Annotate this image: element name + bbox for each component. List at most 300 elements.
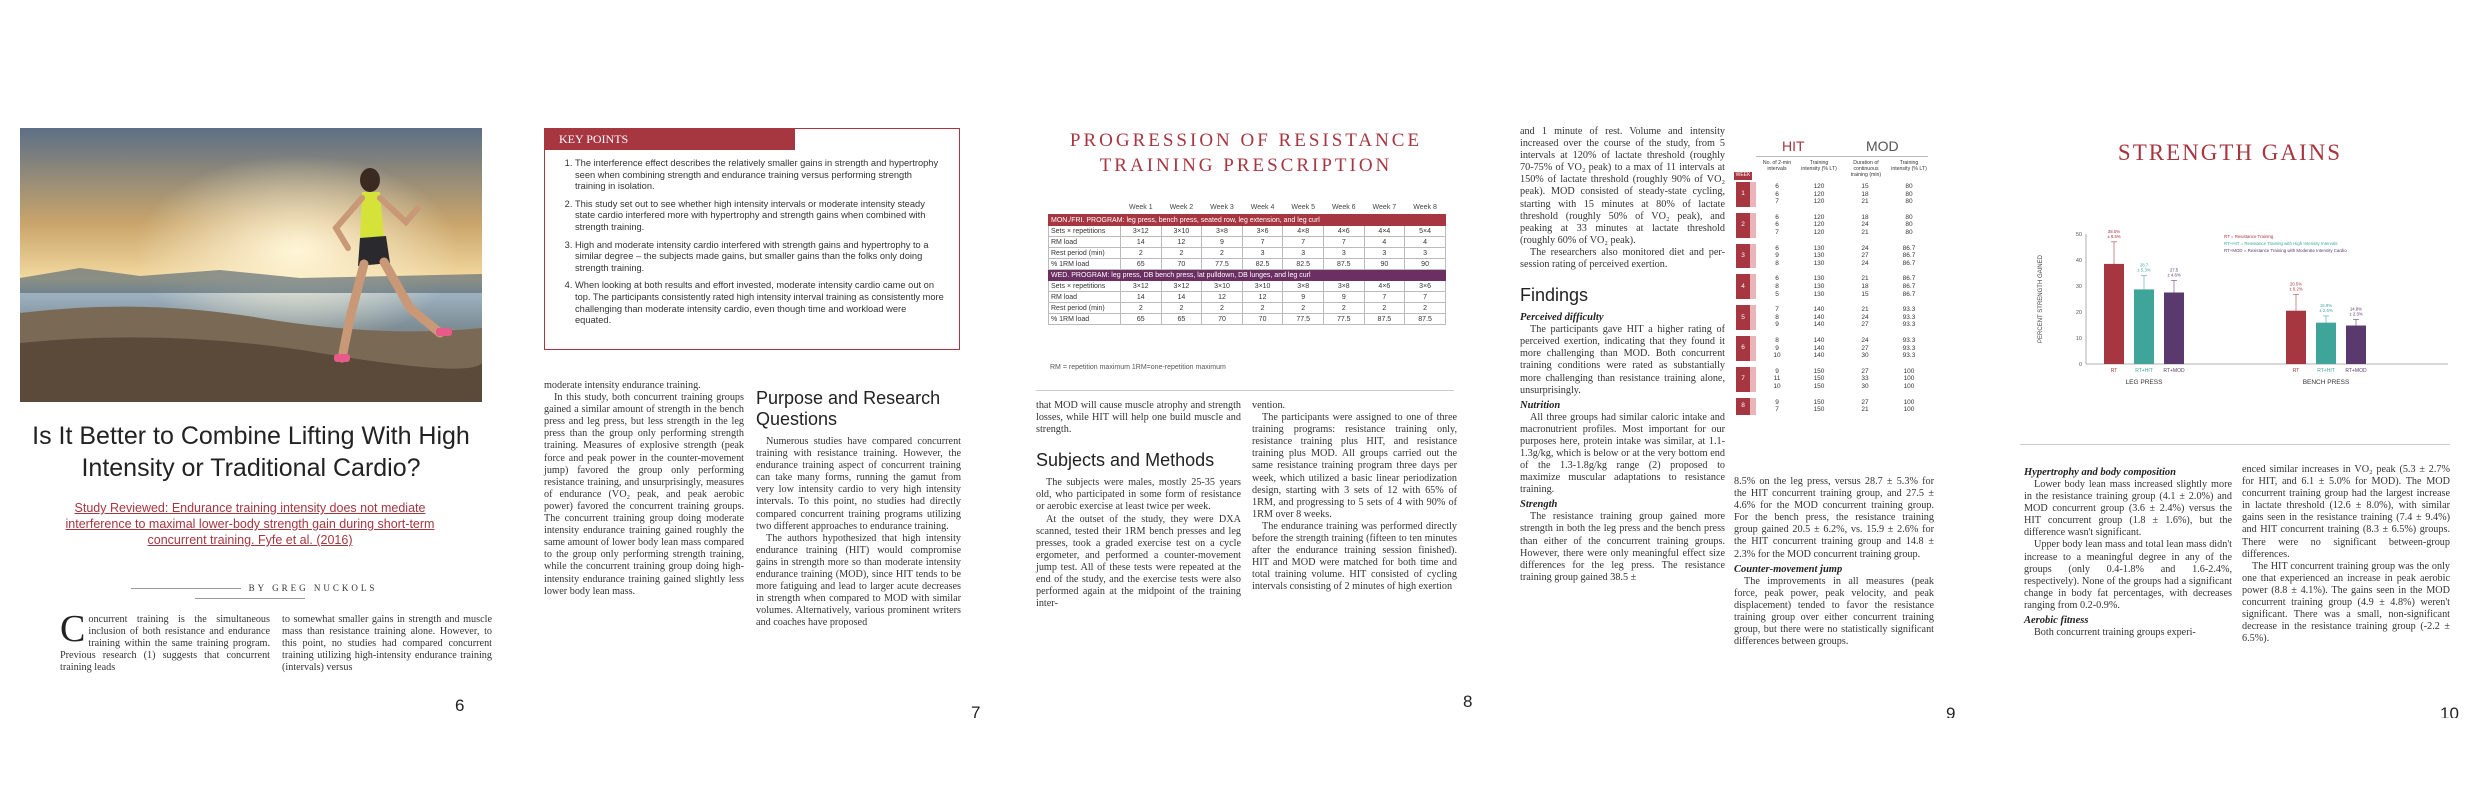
row-label: Sets × repetitions [1049,226,1121,237]
key-points-heading: KEY POINTS [545,129,795,150]
table-cell: 3 [1405,248,1446,259]
table-cell: 3×12 [1121,226,1162,237]
table-cell: 120 [1813,183,1825,190]
table-cell: 3×6 [1242,226,1283,237]
table-cell: 24 [1861,259,1869,267]
table-cell: 100 [1903,406,1915,414]
table-cell: 2 [1364,303,1405,314]
legend-entry: RT = Resistance Training [2224,234,2274,239]
aerobic-paragraph-2: The HIT concurrent training group was the only one that experienced an increase in peak aerobic power (8.8 ± 4.1%). The gains seen in the MOD concurrent training group (4.9 ± 4.8%) weren't significant. There was a small, non-significant decrease in the resistance training group (-2.2 ± 6.5%). [2242,560,2450,645]
table-cell: 65 [1121,259,1162,270]
table-cell: 93.3 [1902,352,1916,360]
table-cell: 120 [1813,190,1825,198]
table-footnote: RM = repetition maximum 1RM=one-repetition maximum [1050,364,1226,371]
table-cell: 10 [1773,383,1781,390]
chart-title: STRENGTH GAINS [2117,140,2343,165]
strength-gains-chart [2028,214,2458,414]
table-cell: 70 [1161,259,1202,270]
week-number: 1 [1741,190,1745,198]
intro-column-1: Concurrent training is the simultaneous inclusion of both resistance and endurance training within the same training program. Previous research (1) suggests that concurrent training leads [60,608,270,674]
table-cell: 9 [1775,344,1779,352]
week-shade [1750,398,1756,415]
study-reviewed-link[interactable]: Study Reviewed: Endurance training intensity does not mediate interference to maximal lower-body strength gain during short-term concurrent training. Fyfe et al. (2016) [65,501,435,547]
table-cell: 7 [1775,306,1779,314]
hypertrophy-paragraph-2: Upper body lean mass and total lean mass didn't increase to a meaningful degree in any of the groups (only 0.4-1.8% and 1.6-2.4%, respectively). None of the groups had a significant change in body fat percentages, with decreases ranging from 0.2-0.9%. [2024,539,2232,611]
subheading-cmj: Counter-movement jump [1734,563,1843,575]
table-cell: 27 [1861,344,1869,352]
table-cell: 24 [1861,313,1869,321]
monitoring-paragraph: The researchers also monitored diet and per-session rating of perceived exertion. [1520,246,1725,271]
group-label: BENCH PRESS [2302,379,2350,386]
week-shade [1750,305,1756,330]
aerobic-continued: enced similar increases in VO₂ peak (5.3 ± 2.7% for HIT, and 6.1 ± 5.0% for MOD). The MOD concurrent training group had the largest increase in lactate threshold (12.6 ± 8.0%), with similar gains seen in the resistance training (7.4 ± 9.4%) and HIT concurrent training (8.3 ± 6.5%) groups. There were no significant between-group differences. [2242,464,2450,560]
week-header: Week 6 [1331,204,1356,211]
week-header-row [1049,204,1446,215]
table-cell: 4×6 [1323,226,1364,237]
page-number: 10 [2440,704,2459,718]
table-cell: 86.7 [1902,259,1916,267]
table-row [1049,259,1446,270]
y-tick-label: 10 [2075,336,2082,342]
table-cell: 2 [1202,248,1243,259]
nutrition-paragraph: All three groups had similar caloric intake and macronutrient profiles. Most important for our purposes here, protein intake was similar, at 1.1-1.3g/kg, which is below or at the very bottom end of the 1.3-1.8g/kg range (2) proposed to maximize muscular adaptations to resistance training. [1520,411,1725,496]
table-cell: 130 [1813,275,1825,283]
x-tick-label: RT+MOD [2163,368,2185,374]
byline: BY GREG NUCKOLS [60,583,440,603]
table-cell: 140 [1813,352,1825,360]
table-cell: 87.5 [1405,314,1446,325]
table-cell: 21 [1861,229,1869,236]
table-cell: 120 [1813,229,1825,236]
table-cell: 140 [1813,337,1825,344]
summary-paragraph: In this study, both concurrent training groups gained a similar amount of strength in the bench press and leg press, but less strength in the leg press than the group only performing strength training. Measures of explosive strength (peak force and peak power in the counter-movement jump) favored the group only performing resistance training, and unsurprisingly, measures of endurance (VO₂ peak, and peak aerobic power) favored the concurrent training groups. The concurrent training group doing moderate intensity endurance training gained roughly the same amount of lower body lean mass compared to the group only performing strength training, while the concurrent training group doing high-intensity endurance training gained slightly less lower body lean mass. [544,392,744,597]
week-shade [1750,336,1756,361]
table-cell: 100 [1903,398,1915,406]
column-2 [1734,476,1934,648]
row-label: % 1RM load [1049,259,1121,270]
table-cell: 30 [1861,383,1869,390]
table-cell: 21 [1861,406,1869,414]
week-shade [1750,244,1756,269]
table-cell: 7 [1242,237,1283,248]
table-cell: 18 [1861,213,1869,221]
week-shade [1750,274,1756,299]
data-label: ± 6.2% [2289,286,2303,292]
table-cell: 86.7 [1902,275,1916,283]
subheading-strength: Strength [1520,499,1558,511]
page-10 [2000,118,2480,718]
table-cell: 14 [1161,292,1202,303]
y-tick-label: 20 [2075,310,2082,316]
table-cell: 87.5 [1364,314,1405,325]
x-tick-label: RT+HIT [2317,368,2335,374]
table-cell: 70 [1242,314,1283,325]
section-heading-findings: Findings [1520,285,1589,306]
page-number: 9 [1946,704,1956,718]
table-cell: 3×12 [1121,281,1162,292]
table-cell: 7 [1775,406,1779,414]
table-cell: 5 [1775,290,1779,298]
endurance-progression-table [1734,138,1930,474]
table-cell: 2 [1283,303,1324,314]
table-cell: 130 [1813,259,1825,267]
table-cell: 86.7 [1902,244,1916,252]
table-cell: 80 [1905,213,1913,221]
table-cell: 6 [1775,213,1779,221]
week-number: 2 [1741,221,1745,229]
week-number: 6 [1741,344,1745,352]
column-2 [1252,400,1457,594]
transition-paragraph: that MOD will cause muscle atrophy and strength losses, while HIT will help one build muscle and strength. [1036,400,1241,436]
page-number: 6 [455,696,465,715]
table-row [1049,303,1446,314]
table-cell: 3×8 [1202,226,1243,237]
table-cell: 6 [1775,190,1779,198]
column-2-lead: vention. [1252,400,1286,411]
subheading-perceived-difficulty: Perceived difficulty [1520,312,1604,324]
table-cell: 27 [1861,252,1869,260]
table-cell: 80 [1905,190,1913,198]
hypothesis-paragraph: The authors hypothesized that high intensity endurance training (HIT) would compromise gains in strength more so than moderate intensity endurance training (MOD), since HIT tends to be more fatiguing and lead to larger acute decreases in strength when compared to MOD with similar volumes. Alternatively, various prominent writers and coaches have proposed [756,532,961,629]
table-cell: 4×4 [1364,226,1405,237]
table-row [1049,237,1446,248]
article-title: Is It Better to Combine Lifting With High Intensity or Traditional Cardio? [32,422,470,482]
page-number: 7 [971,703,981,718]
table-cell: 140 [1813,321,1825,329]
block2-rows [1049,281,1446,325]
table-cell: 2 [1242,303,1283,314]
column-1 [2024,464,2232,639]
section-heading-purpose: Purpose and Research Questions [756,388,941,429]
data-label: ± 4.6% [2167,272,2181,278]
data-label: ± 2.6% [2319,307,2333,313]
table-cell: 86.7 [1902,283,1916,290]
methods-paragraph-2: At the outset of the study, they were DXA scanned, tested their 1RM bench presses and leg presses, took a graded exercise test on a cycle ergometer, and performed a counter-movement jump test. All of these tests were repeated at the end of the study, and the exercise tests were also performed again at the midpoint of the training inter- [1036,513,1241,610]
table-cell: 24 [1861,244,1869,252]
table-cell: 5×4 [1405,226,1446,237]
table-cell: 90 [1405,259,1446,270]
row-label: RM load [1049,292,1121,303]
table-cell: 140 [1813,313,1825,321]
data-label: 20.5% [2289,281,2303,287]
row-label: RM load [1049,237,1121,248]
page-6 [0,118,500,718]
table-cell: 3×10 [1161,226,1202,237]
table-cell: 150 [1813,406,1825,414]
table-cell: 120 [1813,198,1825,206]
table-cell: 10 [1773,352,1781,360]
table-cell: 86.7 [1902,290,1916,298]
methods-paragraph-3: The participants were assigned to one of three training programs: resistance training only, resistance training plus HIT, and resistance training plus MOD. All groups carried out the same resistance training program three days per week, which utilized a basic linear periodization design, starting with 3 sets of 12 with 65% of 1RM, and progressing to 5 sets of 4 with 90% of 1RM over 8 weeks. [1252,412,1457,520]
table-cell: 80 [1905,221,1913,229]
table-cell: 93.3 [1902,321,1916,329]
table-cell: 9 [1283,292,1324,303]
table-title: PROGRESSION OF RESISTANCE TRAINING PRESCRIPTION [1069,130,1423,176]
table-cell: 130 [1813,283,1825,290]
table-cell: 3 [1364,248,1405,259]
week-number: 5 [1741,313,1745,321]
week-header: Week 5 [1291,204,1315,211]
section-heading-methods: Subjects and Methods [1036,450,1215,471]
table-row [1049,248,1446,259]
table-cell: 12 [1242,292,1283,303]
table-cell: 9 [1202,237,1243,248]
table-cell: 150 [1813,367,1825,375]
table-cell: 14 [1121,292,1162,303]
table-cell: 77.5 [1283,314,1324,325]
table-cell: 100 [1903,375,1915,383]
table-cell: 21 [1861,306,1869,314]
table-cell: 7 [1775,229,1779,236]
strength-paragraph: The resistance training group gained more strength in both the leg press and the bench press than either of the concurrent training groups. However, there were only meaningful effect size differences for the leg press. The resistance training group gained 38.5 ± [1520,511,1725,583]
intro-column-2: to somewhat smaller gains in strength and muscle mass than resistance training alone. However, to this point, no studies had compared concurrent training utilizing high-intensity endurance training (intervals) versus [282,614,492,674]
page-7 [524,118,1004,718]
x-tick-label: RT [2110,368,2118,374]
data-label: ± 8.5% [2107,233,2121,239]
table-cell: 15 [1861,290,1869,298]
week-shade [1750,182,1756,207]
program-band-wed: WED. PROGRAM: leg press, DB bench press, lat pulldown, DB lunges, and leg curl [1049,270,1446,281]
drop-cap: C [60,608,86,650]
table-cell: 9 [1775,367,1779,375]
table-cell: 140 [1813,306,1825,314]
header-rule [1756,156,1928,157]
table-cell: 80 [1905,229,1913,236]
row-label: Rest period (min) [1049,248,1121,259]
table-cell: 4×6 [1364,281,1405,292]
strength-gains-svg [2028,214,2458,414]
y-tick-label: 50 [2075,232,2082,238]
mod-col-header: Training intensity (% LT) [1891,160,1927,172]
program-band-mon-fri: MON./FRI. PROGRAM: leg press, bench press, seated row, leg extension, and leg curl [1049,215,1446,226]
table-cell: 3×8 [1323,281,1364,292]
table-cell: 15 [1861,183,1869,190]
table-cell: 80 [1905,198,1913,206]
table-cell: 65 [1161,314,1202,325]
subheading-nutrition: Nutrition [1520,399,1561,411]
table-cell: 2 [1405,303,1446,314]
data-label: 38.5% [2107,228,2121,234]
week-shade [1750,367,1756,392]
table-cell: 30 [1861,352,1869,360]
week-header: Week 2 [1169,204,1194,211]
table-cell: 2 [1161,303,1202,314]
table-cell: 93.3 [1902,313,1916,321]
hypertrophy-paragraph-1: Lower body lean mass increased slightly more in the resistance training group (4.1 ± 2.0%) and MOD concurrent group (3.6 ± 2.4%) versus the HIT concurrent group (1.8 ± 1.6%), but the difference wasn't significant. [2024,479,2232,539]
resistance-progression-table [1048,204,1446,325]
table-cell: 27 [1861,321,1869,329]
legend-entry: RT+HIT = Resistance Training with High Intensity Intervals [2224,241,2338,246]
table-cell: 100 [1903,367,1915,375]
subheading-hypertrophy: Hypertrophy and body composition [2024,467,2176,478]
table-cell: 90 [1364,259,1405,270]
table-cell: 8 [1775,313,1779,321]
table-cell: 150 [1813,398,1825,406]
strength-continued: 8.5% on the leg press, versus 28.7 ± 5.3% for the HIT concurrent training group, and 27.5 ± 4.6% for the MOD concurrent training group. For the bench press, the resistance training group gained 20.5 ± 6.2%, vs. 15.9 ± 2.6% for the HIT concurrent training group and 14.8 ± 2.3% for the MOD concurrent training group. [1734,476,1934,560]
table-cell: 9 [1775,398,1779,406]
week-number: 7 [1741,375,1745,383]
column-1 [1520,126,1725,584]
table-cell: 18 [1861,190,1869,198]
table-cell: 3 [1323,248,1364,259]
column-2 [756,380,961,630]
protocol-paragraph: and 1 minute of rest. Volume and intensity increased over the course of the study, from 5 intervals at 120% of lactate threshold (roughly 70-75% of VO₂ peak) to a max of 11 intervals at 150% of lactate threshold (roughly 90% of VO₂ peak). MOD consisted of steady-state cycling, starting with 15 minutes at 80% of lactate threshold (roughly 50% of VO₂ peak), and peaking at 33 minutes at lactate threshold (roughly 60% of VO₂ peak). [1520,126,1725,246]
table-cell: 3×10 [1242,281,1283,292]
methods-paragraph-4: The endurance training was performed directly before the strength training (fifteen to ten minutes after the endurance training session finished). HIT and MOD were matched for both time and total training volume. HIT consisted of cycling intervals consisting of 2 minutes of high exertion [1252,520,1457,593]
data-label: 27.5 [2169,267,2179,273]
week-header: Week 4 [1250,204,1275,211]
table-cell: 130 [1813,244,1825,252]
key-point-item: 4. When looking at both results and effort invested, moderate intensity cardio came out on top. The participants consistently rated high intensity interval training as consistently more challenging than moderate intensity cardio, even though time and workload were equated. [575,280,945,326]
row-label: % 1RM load [1049,314,1121,325]
methods-paragraph-1: The subjects were males, mostly 25-35 years old, who participated in some form of resistance or aerobic exercise at least twice per week. [1036,477,1241,513]
table-cell: 93.3 [1902,344,1916,352]
table-cell: 27 [1861,398,1869,406]
table-cell: 4 [1405,237,1446,248]
legend-entry: RT+MOD = Resistance Training with Moderate Intensity Cardio [2224,248,2347,253]
table-cell: 33 [1861,375,1869,383]
table-cell: 9 [1323,292,1364,303]
key-point-item: 1. The interference effect describes the relatively smaller gains in strength and hypertrophy seen when combining strength and endurance training versus performing strength training in isolation. [575,158,945,193]
perceived-difficulty-paragraph: The participants gave HIT a higher rating of perceived exertion, indicating that they found it more challenging than MOD. Both concurrent training conditions were rated as substantially more challenging than resistance training alone, unsurprisingly. [1520,324,1725,396]
table-cell: 130 [1813,290,1825,298]
divider [2020,444,2450,445]
x-tick-label: RT+HIT [2135,368,2153,374]
mod-col-header: Duration of continuous training (min) [1850,160,1882,178]
data-label: ± 2.3% [2349,311,2363,317]
table-cell: 65 [1121,314,1162,325]
table-cell: 77.5 [1202,259,1243,270]
week-number: 4 [1741,282,1745,290]
page-number: 8 [1463,692,1473,711]
hit-col-header: No. of 2-min intervals [1762,160,1792,172]
table-cell: 140 [1813,344,1825,352]
data-label: 28.7 [2139,262,2149,268]
table-cell: 8 [1775,337,1779,344]
table-cell: 120 [1813,221,1825,229]
week-header: Week 8 [1413,204,1437,211]
table-cell: 27 [1861,367,1869,375]
row-label: Rest period (min) [1049,303,1121,314]
week-number: 3 [1741,252,1745,259]
table-row [1049,281,1446,292]
key-point-item: 3. High and moderate intensity cardio interfered with strength gains and hypertrophy to a similar degree – the subjects made gains, but smaller gains than the folks only doing strength training. [575,240,945,275]
table-cell: 7 [1405,292,1446,303]
table-cell: 24 [1861,221,1869,229]
data-label: 14.8% [2349,306,2363,312]
mod-label: MOD [1866,138,1899,154]
runner-photo [20,128,482,402]
key-point-item: 2. This study set out to see whether high intensity intervals or moderate intensity steady state cardio interfered more with hypertrophy and strength gains when combined with strength training. [575,199,945,234]
table-cell: 6 [1775,244,1779,252]
table-cell: 9 [1775,252,1779,260]
table-cell: 12 [1161,237,1202,248]
table-cell: 82.5 [1242,259,1283,270]
data-label: 15.9% [2319,302,2333,308]
table-cell: 6 [1775,183,1779,190]
table-row [1049,314,1446,325]
table-cell: 150 [1813,383,1825,390]
table-cell: 12 [1202,292,1243,303]
key-points-box [544,128,960,350]
table-row [1049,292,1446,303]
divider [1036,390,1454,391]
table-cell: 8 [1775,283,1779,290]
x-tick-label: RT+MOD [2345,368,2367,374]
table-cell: 6 [1775,221,1779,229]
week-header: Week 7 [1372,204,1397,211]
table-cell: 3×10 [1202,281,1243,292]
column-2 [2242,464,2450,645]
cmj-paragraph: The improvements in all measures (peak force, peak power, peak velocity, and peak displacement) tended to favor the resistance training group over either concurrent training group, but there were no statistically significant differences between groups. [1734,575,1934,648]
table-cell: 130 [1813,252,1825,260]
table-cell: 11 [1773,375,1781,383]
table-cell: 93.3 [1902,337,1916,344]
table-cell: 14 [1121,237,1162,248]
table-cell: 3×6 [1405,281,1446,292]
table-cell: 8 [1775,259,1779,267]
table-cell: 2 [1202,303,1243,314]
table-cell: 7 [1364,292,1405,303]
data-label: ± 5.3% [2137,267,2151,273]
table-cell: 3×12 [1161,281,1202,292]
table-cell: 3 [1242,248,1283,259]
x-tick-label: RT [2292,368,2300,374]
table-row [1049,226,1446,237]
block1-rows [1049,226,1446,270]
column-1-lead: moderate intensity endurance training. [544,380,701,391]
table-cell: 2 [1121,248,1162,259]
group-label: LEG PRESS [2125,379,2163,386]
table-cell: 120 [1813,213,1825,221]
table-cell: 87.5 [1323,259,1364,270]
table-cell: 2 [1323,303,1364,314]
week-axis-label: WEEK [1735,172,1751,178]
week-shade [1750,213,1756,238]
column-1 [544,380,744,598]
y-axis-label: PERCENT STRENGTH GAINED [2038,255,2044,343]
key-points-list [545,150,959,327]
aerobic-paragraph: Both concurrent training groups experi- [2034,627,2196,639]
hit-col-header: Training intensity (% LT) [1801,160,1837,172]
table-cell: 2 [1121,303,1162,314]
table-cell: 4 [1364,237,1405,248]
y-tick-label: 40 [2075,258,2082,264]
table-cell: 4×8 [1283,226,1324,237]
y-tick-label: 30 [2075,284,2082,290]
table-cell: 93.3 [1902,306,1916,314]
table-cell: 2 [1161,248,1202,259]
table-cell: 18 [1861,283,1869,290]
column-1 [1036,400,1241,610]
week-header: Week 3 [1210,204,1234,211]
table-cell: 70 [1202,314,1243,325]
subheading-aerobic: Aerobic fitness [2024,615,2089,627]
table-cell: 21 [1861,275,1869,283]
y-tick-label: 0 [2078,362,2082,368]
table-cell: 6 [1775,275,1779,283]
table-cell: 86.7 [1902,252,1916,260]
table-cell: 150 [1813,375,1825,383]
page-9 [1508,118,1988,718]
table-cell: 21 [1861,198,1869,206]
table-cell: 77.5 [1323,314,1364,325]
week-header: Week 1 [1128,204,1153,211]
table-cell: 3×8 [1283,281,1324,292]
table-cell: 24 [1861,337,1869,344]
table-cell: 7 [1283,237,1324,248]
table-cell: 100 [1903,383,1915,390]
